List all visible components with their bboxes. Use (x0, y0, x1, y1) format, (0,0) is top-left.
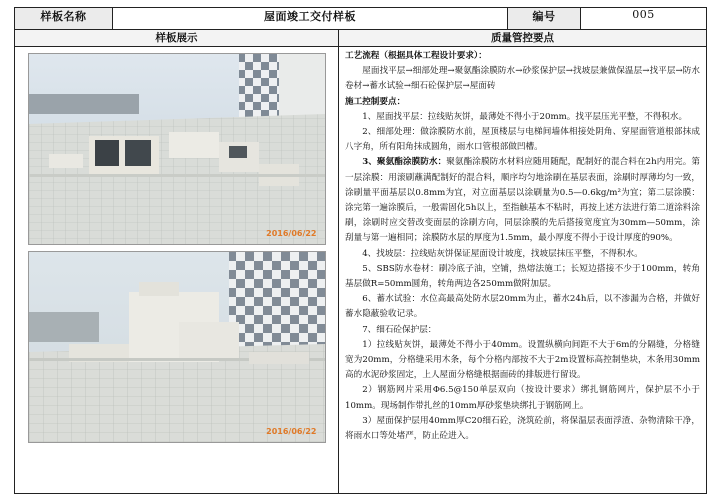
sample-name-label: 样板名称 (15, 8, 113, 30)
roof-photo-2-image (29, 252, 325, 442)
code-label: 编号 (508, 8, 581, 30)
control-point-3-heading: 3、聚氨酯涂膜防水： (362, 157, 447, 168)
control-point-4: 4、找坡层：拉线贴灰饼保证屋面设计坡度，找坡层抹压平整，不得积水。 (362, 248, 643, 259)
quality-control-heading: 质量管控要点 (339, 30, 707, 47)
code-value: 005 (581, 8, 707, 30)
control-point-7-1: 1）拉线贴灰饼，最薄处不得小于40mm。设置纵横向间距不大于6m的分隔缝，分格缝宽为20mm，分格缝采用木条，每个分格内部按不大于2m设置标高控制垫块，木条用30mm高的水泥砂浆固定，上人屋面分格缝根据面砖的排版进行留设。 (345, 339, 700, 381)
quality-control-text (339, 47, 707, 494)
control-point-6: 6、蓄水试验：水位高最高处防水层20mm为止，蓄水24h后，以不渗漏为合格，并做好蓄水隐蔽验收记录。 (345, 294, 700, 320)
photo-date-stamp: 2016/06/22 (266, 427, 317, 436)
roof-photo-2 (28, 251, 326, 443)
process-text: 屋面找平层→细部处理→聚氨酯涂膜防水→砂浆保护层→找坡层兼做保温层→找平层→防水卷材→蓄水试验→细石砼保护层→屋面砖 (345, 66, 700, 92)
roof-photo-1-image (29, 54, 325, 244)
control-title: 施工控制要点： (345, 96, 406, 107)
roof-photo-1 (28, 53, 326, 245)
control-point-2: 2、细部处理：做涂膜防水前，屋顶楼层与电梯间墙体相接处阴角、穿屋面管道根部抹成八字角，所有阳角抹成圆角，雨水口管根部做凹槽。 (345, 127, 700, 153)
process-title: 工艺流程（根据具体工程设计要求）： (345, 51, 487, 61)
sample-display-heading: 样板展示 (15, 30, 339, 47)
subheader-row (15, 30, 707, 47)
sample-title: 屋面竣工交付样板 (113, 8, 508, 30)
sample-sheet-table (14, 7, 707, 494)
control-point-3-body: 聚氨酯涂膜防水材料应随用随配，配制好的混合料在2h内用完。第一层涂膜：用滚刷蘸满配制好的混合料，顺序均匀地涂刷在基层表面，涂刷时厚薄均匀一致，涂刷量平面基层以0.8mm为宜，对立面基层以涂刷量为0.5—0.6kg/m²为宜；第二层涂膜：涂完第一遍涂膜后，一般需固化5h以上，至指触基本不粘时，再按上述方法进行第二道涂料涂刷，涂刷时应交替改变面层的涂刷方向，同层涂膜的先后搭接宽度宜为30mm—50mm，涂刮量与第一遍相同；涂膜防水层的厚度为1.5mm，最小厚度不得小于设计厚度的90%。 (345, 157, 700, 244)
header-row (15, 8, 707, 30)
photo-column (15, 47, 339, 494)
control-point-5: 5、SBS防水卷材：刷冷底子油，空铺，热熔法施工；长短边搭接不少于100mm，转角基层做R=50mm圆角，转角两边各250mm做附加层。 (345, 263, 700, 290)
control-point-7-3: 3）屋面保护层用40mm厚C20细石砼，浇筑砼前，将保温层表面浮渣、杂物清除干净，将雨水口等处堵严，防止砼进入。 (345, 415, 700, 442)
control-point-7-2: 2）钢筋网片采用Φ6.5@150单层双向（按设计要求）绑扎钢筋网片，保护层不小于10mm。现场制作带扎丝的10mm厚砂浆垫块绑扎于钢筋网上。 (345, 385, 700, 411)
control-point-3 (345, 155, 700, 246)
control-point-7: 7、细石砼保护层： (362, 324, 437, 335)
photo-date-stamp: 2016/06/22 (266, 229, 317, 238)
body-row (15, 47, 707, 494)
control-point-1: 1、屋面找平层：拉线贴灰饼，最薄处不得小于20mm。找平层压光平整，不得积水。 (362, 111, 688, 122)
